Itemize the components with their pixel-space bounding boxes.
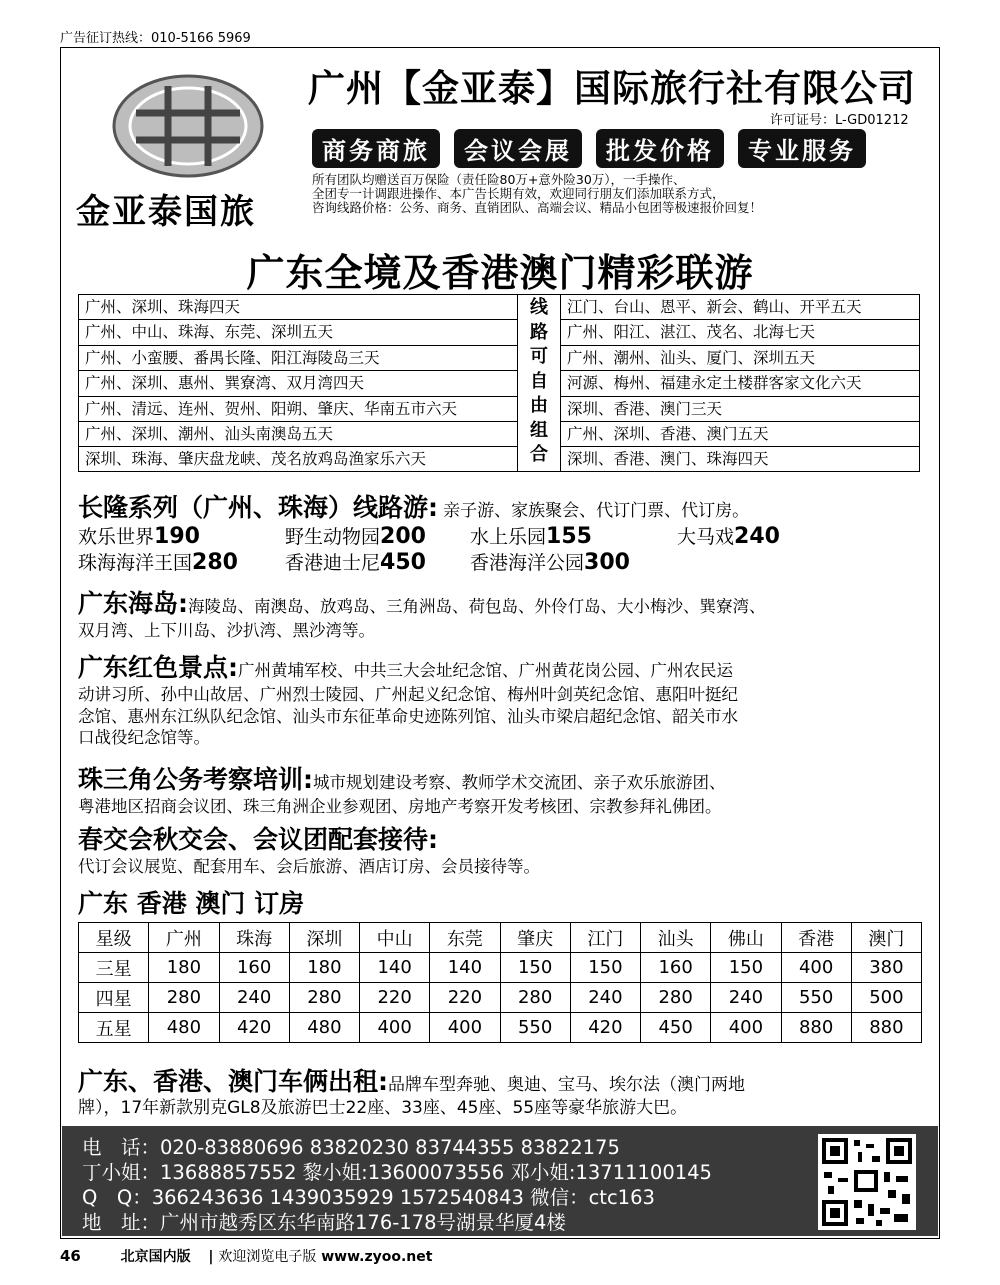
routes-table	[78, 294, 920, 472]
table-row	[79, 983, 922, 1013]
table-cell: 280	[149, 983, 219, 1013]
table-cell: 150	[500, 953, 570, 983]
note-line: 全团专一计调跟进操作、本广告长期有效，欢迎同行朋友们添加联系方式，	[312, 186, 725, 201]
attraction-price: 200	[380, 524, 426, 549]
attraction-item	[285, 548, 426, 575]
changlong-section	[78, 488, 928, 524]
attraction-price: 280	[192, 550, 238, 575]
tag-business-travel: 商务商旅	[312, 129, 440, 168]
attraction-item	[677, 522, 780, 549]
attraction-price: 155	[546, 524, 592, 549]
attraction-item	[78, 548, 238, 575]
logo-wordmark: 金亚泰国旅	[76, 192, 256, 232]
middle-char: 路	[530, 321, 548, 343]
page-number: 46	[60, 1247, 81, 1265]
attraction-name: 水上乐园	[470, 526, 547, 548]
table-header-cell: 深圳	[289, 923, 359, 953]
training-title: 珠三角公务考察培训:	[78, 765, 313, 794]
attraction-name: 香港迪士尼	[285, 552, 381, 574]
route-item: 深圳、香港、澳门三天	[561, 397, 919, 422]
table-cell: 240	[711, 983, 781, 1013]
table-cell: 150	[711, 953, 781, 983]
middle-char: 合	[530, 444, 548, 465]
changlong-desc: 亲子游、家族聚会、代订门票、代订房。	[443, 501, 750, 521]
ad-hotline: 广告征订热线：010-5166 5969	[60, 31, 251, 46]
red-sights-text: 广州黄埔军校、中共三大会址纪念馆、广州黄花岗公园、广州农民运	[238, 661, 733, 680]
table-cell: 420	[219, 1013, 289, 1043]
table-cell: 380	[851, 953, 921, 983]
table-header-cell: 江门	[570, 923, 640, 953]
hotel-title: 广东 香港 澳门 订房	[78, 889, 305, 918]
red-sights-title: 广东红色景点:	[78, 653, 238, 682]
table-cell: 240	[219, 983, 289, 1013]
route-item: 广州、深圳、香港、澳门五天	[561, 422, 919, 447]
service-tags	[312, 129, 866, 168]
car-rental-section	[78, 1062, 928, 1120]
red-sights-section	[78, 648, 928, 749]
table-header-cell: 星级	[79, 923, 149, 953]
attraction-name: 香港海洋公园	[470, 552, 585, 574]
attraction-price: 300	[584, 550, 630, 575]
hotel-price-table	[78, 922, 922, 1043]
table-header-cell: 佛山	[711, 923, 781, 953]
training-text: 城市规划建设考察、教师学术交流团、亲子欢乐旅游团、	[313, 773, 726, 792]
table-cell: 880	[851, 1013, 921, 1043]
middle-char: 可	[530, 346, 548, 367]
table-cell: 480	[149, 1013, 219, 1043]
table-header-cell: 香港	[781, 923, 851, 953]
website-link[interactable]: www.zyoo.net	[321, 1249, 433, 1265]
route-item: 广州、潮州、汕头、厦门、深圳五天	[561, 346, 919, 371]
table-cell: 280	[289, 983, 359, 1013]
fair-title: 春交会秋交会、会议团配套接待:	[78, 825, 438, 854]
islands-title: 广东海岛:	[78, 589, 188, 618]
contact-phone: 电 话：020-83880696 83820230 83744355 83822175	[82, 1136, 620, 1159]
tag-wholesale: 批发价格	[596, 129, 724, 168]
contact-qq: Q Q：366243636 1439035929 1572540843 微信：ctc163	[82, 1186, 655, 1209]
route-item: 广州、深圳、惠州、巽寮湾、双月湾四天	[79, 371, 517, 396]
table-header-cell: 澳门	[851, 923, 921, 953]
attraction-name: 珠海海洋王国	[78, 552, 193, 574]
table-cell: 550	[781, 983, 851, 1013]
route-item: 广州、阳江、湛江、茂名、北海七天	[561, 320, 919, 345]
attraction-name: 欢乐世界	[78, 526, 155, 548]
training-section	[78, 760, 928, 818]
qr-code-icon	[818, 1134, 916, 1230]
middle-char: 由	[530, 395, 548, 416]
table-cell: 160	[219, 953, 289, 983]
route-item: 江门、台山、恩平、新会、鹤山、开平五天	[561, 295, 919, 320]
note-line: 所有团队均赠送百万保险（责任险80万+意外险30万），一手操作、	[312, 172, 686, 187]
table-cell: 240	[570, 983, 640, 1013]
route-item: 深圳、香港、澳门、珠海四天	[567, 450, 769, 469]
license-number: 许可证号：L-GD01212	[770, 113, 909, 128]
middle-char: 自	[530, 370, 548, 392]
welcome-text: 欢迎浏览电子版	[218, 1249, 317, 1265]
table-cell: 500	[851, 983, 921, 1013]
islands-text: 双月湾、上下川岛、沙扒湾、黑沙湾等。	[78, 621, 375, 640]
car-rental-text: 品牌车型奔驰、奥迪、宝马、埃尔法（澳门两地	[388, 1075, 745, 1095]
route-item: 广州、深圳、潮州、汕头南澳岛五天	[79, 422, 517, 447]
table-header-cell: 东莞	[430, 923, 500, 953]
routes-right-column	[561, 295, 919, 473]
route-item: 广州、小蛮腰、番禺长隆、阳江海陵岛三天	[79, 346, 517, 371]
company-logo-icon	[108, 68, 268, 180]
islands-section	[78, 584, 928, 642]
attraction-price: 450	[380, 550, 426, 575]
table-cell: 220	[430, 983, 500, 1013]
table-cell: 140	[430, 953, 500, 983]
table-header-row	[79, 923, 922, 953]
contact-panel	[62, 1126, 938, 1236]
training-text: 粤港地区招商会议团、珠三角洲企业参观团、房地产考察开发考核团、宗教参拜礼佛团。	[78, 797, 722, 816]
table-cell: 140	[360, 953, 430, 983]
route-item: 广州、中山、珠海、东莞、深圳五天	[79, 320, 517, 345]
table-cell: 四星	[79, 983, 149, 1013]
middle-char: 线	[530, 297, 548, 318]
headline: 广东全境及香港澳门精彩联游	[246, 251, 754, 295]
attraction-item	[285, 522, 426, 549]
table-cell: 五星	[79, 1013, 149, 1043]
table-cell: 480	[289, 1013, 359, 1043]
route-item: 河源、梅州、福建永定土楼群客家文化六天	[561, 371, 919, 396]
contact-people: 丁小姐：13688857552 黎小姐:13600073556 邓小姐:13711100145	[82, 1161, 712, 1184]
red-sights-text: 念馆、惠州东江纵队纪念馆、汕头市东征革命史迹陈列馆、汕头市梁启超纪念馆、韶关市水	[78, 706, 738, 726]
attraction-item	[78, 522, 200, 549]
attraction-price: 240	[734, 524, 780, 549]
attraction-name: 大马戏	[677, 526, 735, 548]
page-footer	[60, 1246, 432, 1266]
attraction-name: 野生动物园	[285, 526, 381, 548]
changlong-title: 长隆系列（广州、珠海）线路游:	[78, 493, 438, 522]
table-cell: 150	[570, 953, 640, 983]
route-item: 广州、深圳、珠海四天	[79, 295, 517, 320]
route-item: 深圳、珠海、肇庆盘龙峡、茂名放鸡岛渔家乐六天	[85, 450, 427, 469]
table-cell: 400	[360, 1013, 430, 1043]
edition-label: 北京国内版	[120, 1249, 191, 1265]
table-cell: 450	[641, 1013, 711, 1043]
route-item: 广州、清远、连州、贺州、阳朔、肇庆、华南五市六天	[79, 397, 517, 422]
table-header-cell: 肇庆	[500, 923, 570, 953]
note-line: 咨询线路价格：公务、商务、直销团队、高端会议、精品小包团等极速报价回复！	[312, 200, 763, 215]
table-cell: 400	[711, 1013, 781, 1043]
footer-divider: |	[208, 1249, 214, 1265]
table-header-cell: 汕头	[641, 923, 711, 953]
attraction-item	[470, 548, 630, 575]
table-cell: 550	[500, 1013, 570, 1043]
table-cell: 三星	[79, 953, 149, 983]
red-sights-text: 口战役纪念馆等。	[78, 728, 210, 747]
table-cell: 880	[781, 1013, 851, 1043]
routes-middle-label	[517, 294, 561, 472]
table-header-cell: 中山	[360, 923, 430, 953]
table-cell: 160	[641, 953, 711, 983]
table-cell: 180	[149, 953, 219, 983]
car-rental-title: 广东、香港、澳门车俩出租:	[78, 1067, 388, 1096]
attraction-price: 190	[154, 524, 200, 549]
middle-char: 组	[530, 419, 548, 441]
table-header-cell: 珠海	[219, 923, 289, 953]
islands-text: 海陵岛、南澳岛、放鸡岛、三角洲岛、荷包岛、外伶仃岛、大小梅沙、巽寮湾、	[188, 597, 766, 616]
attraction-item	[470, 522, 592, 549]
table-cell: 180	[289, 953, 359, 983]
contact-address: 地 址：广州市越秀区东华南路176-178号湖景华厦4楼	[82, 1211, 566, 1234]
fair-section	[78, 820, 928, 878]
tag-professional: 专业服务	[738, 129, 866, 168]
red-sights-text: 动讲习所、孙中山故居、广州烈士陵园、广州起义纪念馆、梅州叶剑英纪念馆、惠阳叶挺纪	[78, 685, 738, 704]
table-cell: 280	[641, 983, 711, 1013]
table-row	[79, 1013, 922, 1043]
table-cell: 280	[500, 983, 570, 1013]
insurance-notes	[312, 173, 762, 215]
fair-text: 代订会议展览、配套用车、会后旅游、酒店订房、会员接待等。	[78, 857, 540, 876]
table-cell: 220	[360, 983, 430, 1013]
table-header-cell: 广州	[149, 923, 219, 953]
tag-conference: 会议会展	[454, 129, 582, 168]
table-cell: 420	[570, 1013, 640, 1043]
table-cell: 400	[430, 1013, 500, 1043]
car-rental-text: 牌），17年新款别克GL8及旅游巴士22座、33座、45座、55座等豪华旅游大巴。	[78, 1098, 688, 1118]
table-row	[79, 953, 922, 983]
table-cell: 400	[781, 953, 851, 983]
routes-left-column	[79, 295, 517, 473]
company-name: 广州【金亚泰】国际旅行社有限公司	[308, 67, 916, 110]
